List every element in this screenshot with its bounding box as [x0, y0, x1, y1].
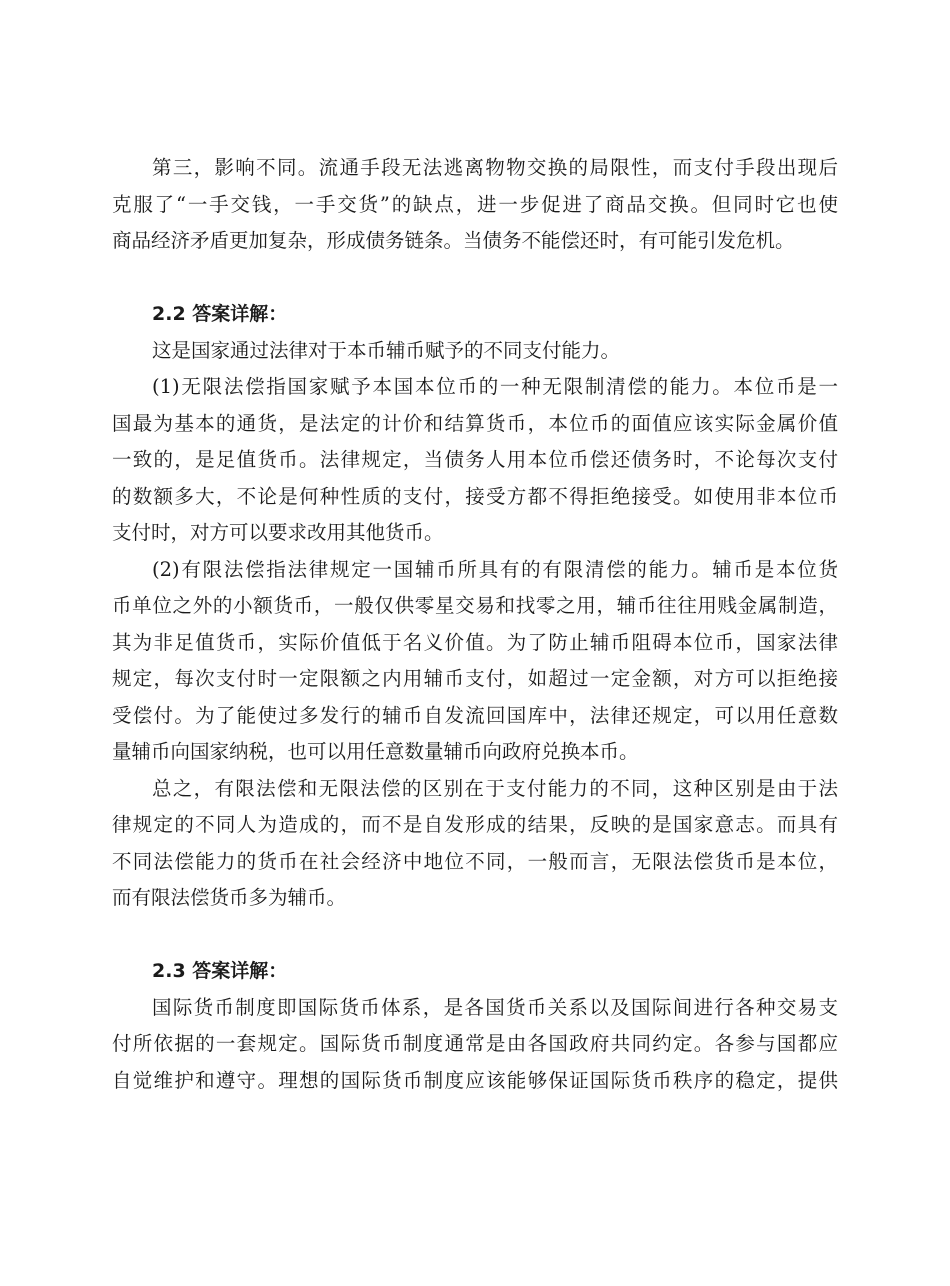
- spacer: [112, 260, 838, 297]
- text-line: 不同法偿能力的货币在社会经济中地位不同，一般而言，无限法偿货币是本位，: [112, 849, 838, 873]
- text-line: (2)有限法偿指法律规定一国辅币所具有的有限清偿的能力。辅币是本位货: [152, 557, 838, 581]
- text-line: 量辅币向国家纳税，也可以用任意数量辅币向政府兑换本币。: [112, 740, 639, 763]
- text-line: 的数额多大，不论是何种性质的支付，接受方都不得拒绝接受。如使用非本位币: [112, 484, 838, 508]
- section-2-2: [112, 296, 838, 917]
- text-line: 律规定的不同人为造成的，而不是自发形成的结果，反映的是国家意志。而具有: [112, 813, 838, 836]
- text-line: 国际货币制度即国际货币体系，是各国货币关系以及国际间进行各种交易支: [152, 995, 838, 1019]
- text-line: 国最为基本的通货，是法定的计价和结算货币，本位币的面值应该实际金属价值: [112, 411, 838, 435]
- text-line: 受偿付。为了能使过多发行的辅币自发流回国库中，法律还规定，可以用任意数: [112, 703, 838, 727]
- text-line: 币单位之外的小额货币，一般仅供零星交易和找零之用，辅币往往用贱金属制造，: [112, 594, 838, 617]
- spacer: [112, 917, 838, 954]
- paragraph-summary: [112, 771, 838, 917]
- text-line: 支付时，对方可以要求改用其他货币。: [112, 521, 444, 544]
- text-line: 其为非足值货币，实际价值低于名义价值。为了防止辅币阻碍本位币，国家法律: [112, 630, 838, 654]
- text-line: 付所依据的一套规定。国际货币制度通常是由各国政府共同约定。各参与国都应: [112, 1032, 838, 1055]
- paragraph-international-monetary-system: [112, 990, 838, 1100]
- text-line: (1)无限法偿指国家赋予本国本位币的一种无限制清偿的能力。本位币是一: [152, 375, 838, 398]
- text-line: 规定，每次支付时一定限额之内用辅币支付，如超过一定金额，对方可以拒绝接: [112, 667, 838, 690]
- text-line: 而有限法偿货币多为辅币。: [112, 886, 347, 909]
- text-line: 自觉维护和遵守。理想的国际货币制度应该能够保证国际货币秩序的稳定，提供: [112, 1068, 838, 1092]
- paragraph-limited-legal-tender: [112, 552, 838, 771]
- section-2-3: [112, 953, 838, 1099]
- text-line: 克服了“一手交钱，一手交货”的缺点，进一步促进了商品交换。但同时它也使: [112, 192, 838, 216]
- text-line: 商品经济矛盾更加复杂，形成债务链条。当债务不能偿还时，有可能引发危机。: [112, 229, 795, 252]
- text-line: 总之，有限法偿和无限法偿的区别在于支付能力的不同，这种区别是由于法: [152, 776, 838, 800]
- paragraph-third-point: [112, 150, 838, 260]
- section-heading: 2.2 答案详解：: [152, 303, 288, 325]
- text-line: 一致的，是足值货币。法律规定，当债务人用本位币偿还债务时，不论每次支付: [112, 448, 838, 471]
- text-line: 第三，影响不同。流通手段无法逃离物物交换的局限性，而支付手段出现后: [152, 156, 838, 179]
- section-heading: 2.3 答案详解：: [152, 960, 288, 982]
- document-body: [112, 150, 838, 1099]
- paragraph-unlimited-legal-tender: [112, 369, 838, 552]
- text-line: 这是国家通过法律对于本币辅币赋予的不同支付能力。: [152, 338, 621, 362]
